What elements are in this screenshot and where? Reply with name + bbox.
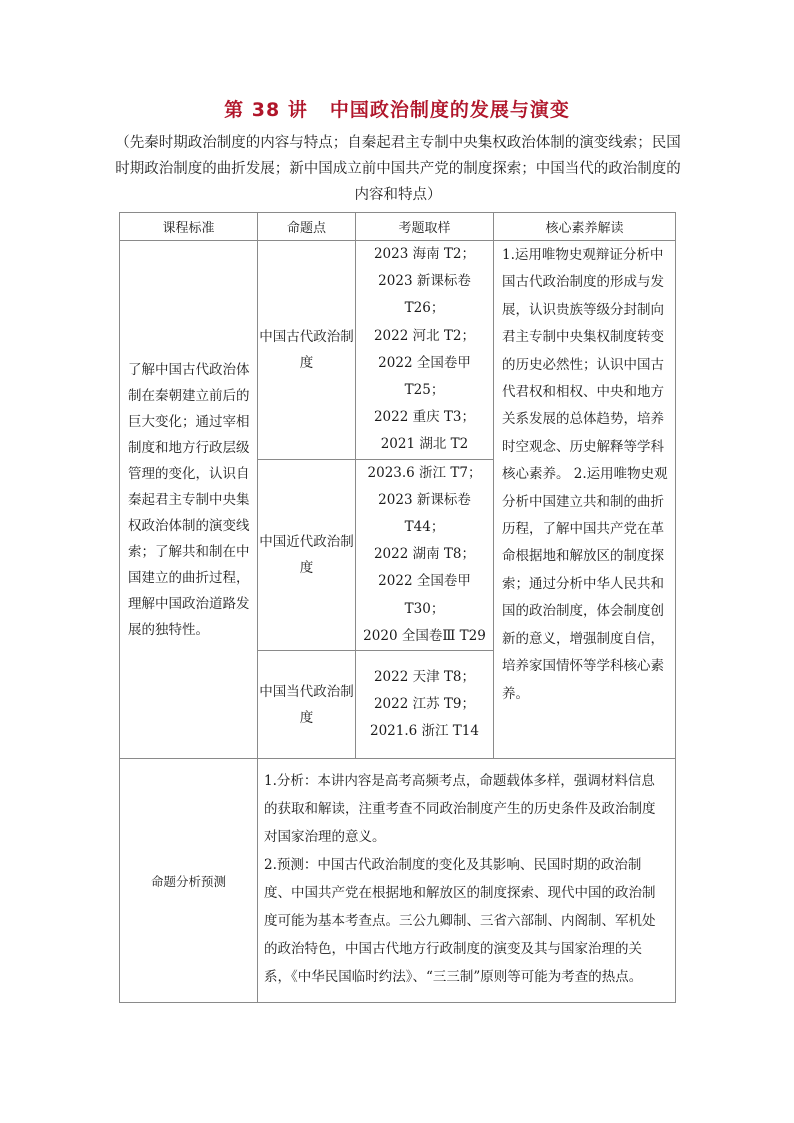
curriculum-table — [119, 212, 676, 1003]
curriculum-standard-cell: 了解中国古代政治体制在秦朝建立前后的巨大变化；通过宰相制度和地方行政层级管理的变化，认识自秦起君主专制中央集权政治体制的演变线索；了解共和制在中国建立的曲折过程，理解中国政治道路发展的独特性。 — [120, 241, 258, 759]
header-examples: 考题取样 — [356, 213, 494, 241]
topic-point-contemporary: 中国当代政治制度 — [258, 651, 356, 759]
prediction-label: 命题分析预测 — [120, 759, 258, 1003]
exam-examples-ancient: 2023 海南 T2； 2023 新课标卷 T26； 2022 河北 T2； 2022 全国卷甲 T25； 2022 重庆 T3； 2021 湖北 T2 — [356, 241, 494, 460]
topic-point-modern: 中国近代政治制度 — [258, 459, 356, 650]
prediction-analysis: 1.分析：本讲内容是高考高频考点，命题载体多样，强调材料信息的获取和解读，注重考查不同政治制度产生的历史条件及政治制度对国家治理的意义。 — [264, 773, 656, 846]
prediction-row — [120, 759, 676, 1003]
lecture-number: 第 38 讲 — [224, 99, 308, 121]
table-header-row — [120, 213, 676, 241]
header-standard: 课程标准 — [120, 213, 258, 241]
prediction-forecast: 2.预测：中国古代政治制度的变化及其影响、民国时期的政治制度、中国共产党在根据地和解放区的制度探索、现代中国的政治制度可能为基本考查点。三公九卿制、三省六部制、内阁制、军机处的政治特色，中国古代地方行政制度的演变及其与国家治理的关系，《中华民国临时约法》、“三三制”原则等可能为考查的热点。 — [264, 857, 656, 986]
core-literacy-cell: 1.运用唯物史观辩证分析中国古代政治制度的形成与发展，认识贵族等级分封制向君主专制中央集权制度转变的历史必然性；认识中国古代君权和相权、中央和地方关系发展的总体趋势，培养时空观念、历史解释等学科核心素养。 2.运用唯物史观分析中国建立共和制的曲折历程，了解中国共产党在革命根据地和解放区的制度探索；通过分析中华人民共和国的政治制度，体会制度创新的意义，增强制度自信，培养家国情怀等学科核心素养。 — [494, 241, 676, 759]
table-row — [120, 241, 676, 460]
topic-point-ancient: 中国古代政治制度 — [258, 241, 356, 460]
header-literacy: 核心素养解读 — [494, 213, 676, 241]
page-title — [0, 95, 794, 122]
prediction-text — [258, 759, 676, 1003]
exam-examples-modern: 2023.6 浙江 T7； 2023 新课标卷 T44； 2022 湖南 T8； 2022 全国卷甲 T30； 2020 全国卷Ⅲ T29 — [356, 459, 494, 650]
subtitle: （先秦时期政治制度的内容与特点；自秦起君主专制中央集权政治体制的演变线索；民国时期政治制度的曲折发展；新中国成立前中国共产党的制度探索；中国当代的政治制度的内容和特点） — [115, 135, 681, 203]
exam-examples-contemporary: 2022 天津 T8； 2022 江苏 T9； 2021.6 浙江 T14 — [356, 651, 494, 759]
header-point: 命题点 — [258, 213, 356, 241]
lecture-name: 中国政治制度的发展与演变 — [329, 99, 570, 121]
